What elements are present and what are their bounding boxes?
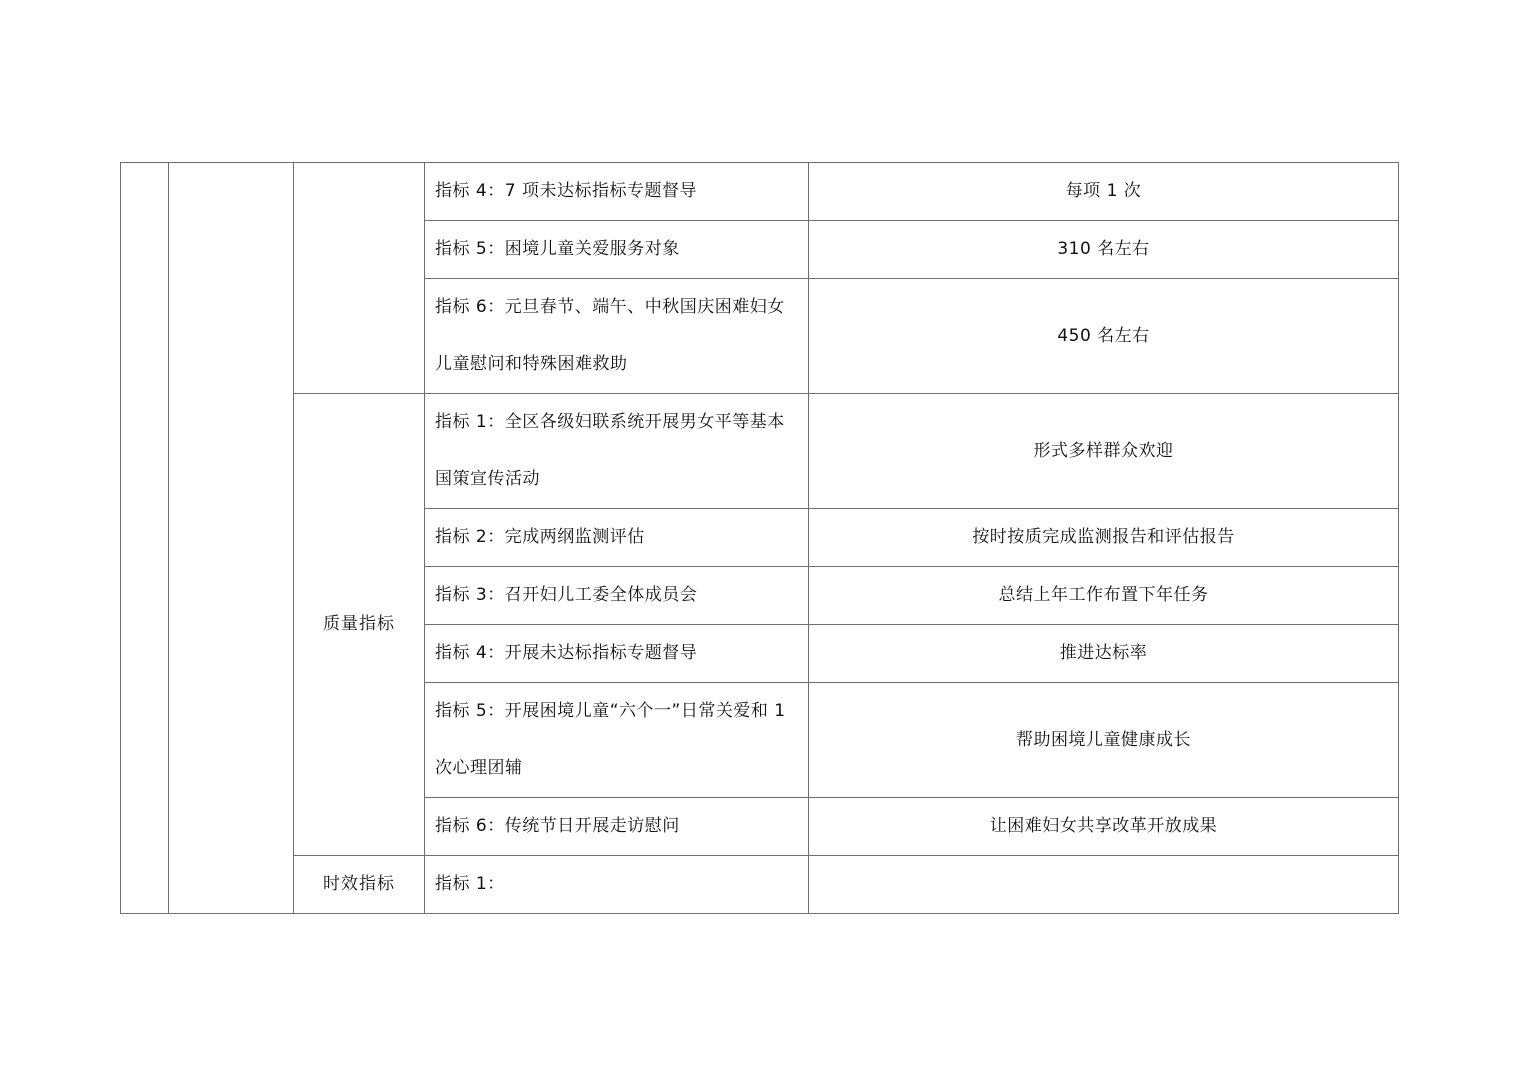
indicator-cell: 指标 1：全区各级妇联系统开展男女平等基本国策宣传活动	[425, 394, 809, 509]
value-cell: 帮助困境儿童健康成长	[809, 683, 1399, 798]
value-cell: 让困难妇女共享改革开放成果	[809, 798, 1399, 856]
indicator-cell: 指标 4：开展未达标指标专题督导	[425, 625, 809, 683]
level1-cell	[121, 163, 169, 914]
table-row	[121, 394, 1399, 509]
indicator-cell: 指标 5：困境儿童关爱服务对象	[425, 221, 809, 279]
value-cell: 总结上年工作布置下年任务	[809, 567, 1399, 625]
indicator-cell: 指标 6：传统节日开展走访慰问	[425, 798, 809, 856]
indicator-cell: 指标 5：开展困境儿童“六个一”日常关爱和 1 次心理团辅	[425, 683, 809, 798]
indicator-cell: 指标 3：召开妇儿工委全体成员会	[425, 567, 809, 625]
value-cell: 推进达标率	[809, 625, 1399, 683]
value-cell: 310 名左右	[809, 221, 1399, 279]
indicator-cell: 指标 2：完成两纲监测评估	[425, 509, 809, 567]
indicator-cell: 指标 1：	[425, 856, 809, 914]
indicator-table	[120, 162, 1399, 914]
quality-category-cell: 质量指标	[294, 394, 425, 856]
table-row	[121, 856, 1399, 914]
level2-cell	[169, 163, 294, 914]
indicator-cell: 指标 4：7 项未达标指标专题督导	[425, 163, 809, 221]
value-cell: 450 名左右	[809, 279, 1399, 394]
value-cell	[809, 856, 1399, 914]
value-cell: 按时按质完成监测报告和评估报告	[809, 509, 1399, 567]
timeliness-category-cell: 时效指标	[294, 856, 425, 914]
value-cell: 每项 1 次	[809, 163, 1399, 221]
indicator-cell: 指标 6：元旦春节、端午、中秋国庆困难妇女儿童慰问和特殊困难救助	[425, 279, 809, 394]
value-cell: 形式多样群众欢迎	[809, 394, 1399, 509]
table-row	[121, 163, 1399, 221]
quantity-category-cell	[294, 163, 425, 394]
